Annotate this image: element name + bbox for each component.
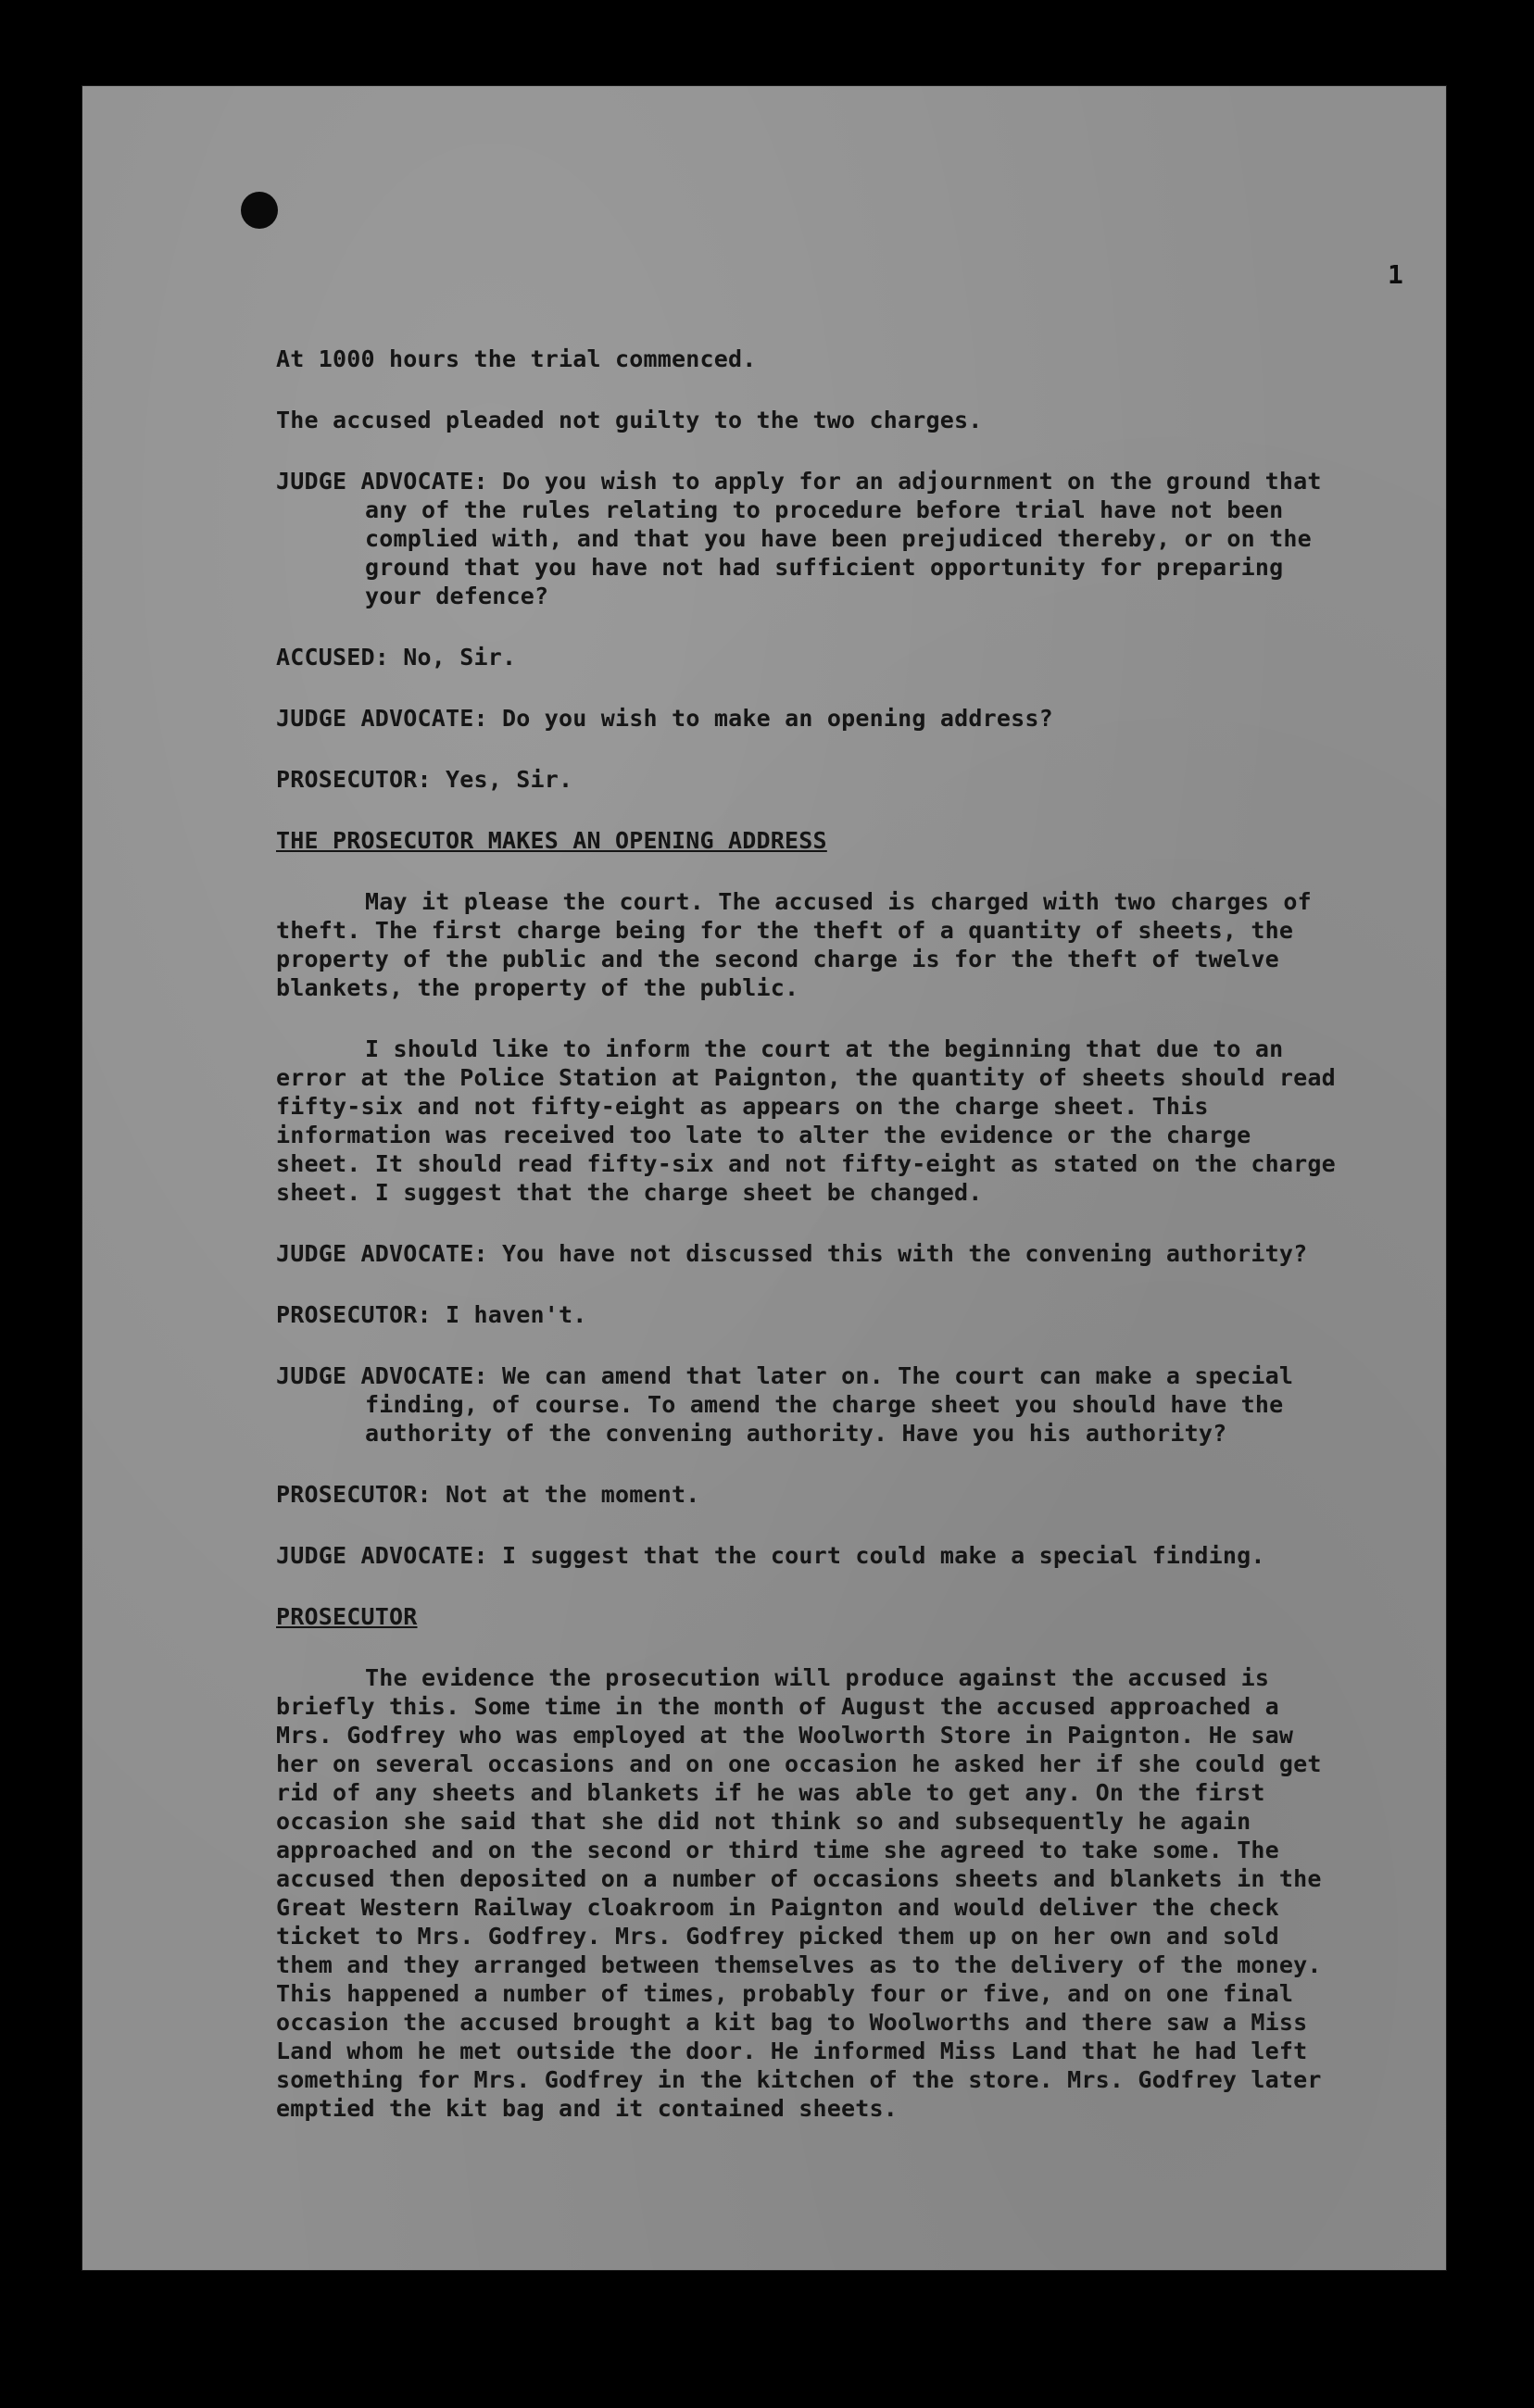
- page-number: 1: [1388, 259, 1403, 290]
- exchange-judge-adjournment: [276, 467, 1341, 610]
- speaker-label: PROSECUTOR:: [276, 1301, 432, 1328]
- punch-hole-mark: [241, 192, 278, 229]
- speech-text: I suggest that the court could make a special finding.: [502, 1542, 1265, 1569]
- speech-text: You have not discussed this with the convening authority?: [502, 1240, 1308, 1267]
- speaker-label: JUDGE ADVOCATE:: [276, 1240, 488, 1267]
- exchange-prosecutor-yes: [276, 765, 1341, 794]
- section-heading-prosecutor: PROSECUTOR: [276, 1603, 418, 1630]
- exchange-judge-special-finding: [276, 1541, 1341, 1570]
- speaker-label: JUDGE ADVOCATE:: [276, 468, 488, 495]
- exchange-accused-reply: [276, 643, 1341, 671]
- speaker-label: JUDGE ADVOCATE:: [276, 705, 488, 732]
- paragraph-charges: May it please the court. The accused is charged with two charges of theft. The first charge being for the theft of a quantity of sheets, the property of the public and the second charge is for the theft of twelve blankets, the property of the public.: [276, 888, 1312, 1001]
- speech-text: I haven't.: [446, 1301, 587, 1328]
- speech-text: Not at the moment.: [446, 1481, 700, 1508]
- paragraph-charge-correction: I should like to inform the court at the beginning that due to an error at the Police Station at Paignton, the quantity of sheets should read fifty-six and not fifty-eight as appears on the charge sheet. This information was received too late to alter the evidence or the charge sheet. It should read fifty-six and not fifty-eight as stated on the charge sheet. I suggest that the charge sheet be changed.: [276, 1035, 1336, 1206]
- exchange-judge-convening: [276, 1239, 1341, 1268]
- speech-text: No, Sir.: [403, 644, 517, 671]
- paragraph-trial-commenced: At 1000 hours the trial commenced.: [276, 345, 757, 372]
- speaker-label: JUDGE ADVOCATE:: [276, 1362, 488, 1389]
- speaker-label: JUDGE ADVOCATE:: [276, 1542, 488, 1569]
- speech-text: We can amend that later on. The court can make a special finding, of course. To amend the charge sheet you should have the authority of the convening authority. Have you his authority?: [365, 1362, 1294, 1447]
- exchange-prosecutor-not-moment: [276, 1480, 1341, 1509]
- paragraph-evidence-summary: The evidence the prosecution will produce against the accused is briefly this. Some time in the month of August the accused approached a Mrs. Godfrey who was employed at the Woolworth Store in Paignton. He saw her on several occasions and on one occasion he asked her if she could get rid of any sheets and blankets if he was able to get any. On the first occasion she said that she did not think so and subsequently he again approached and on the second or third time she agreed to take some. The accused then deposited on a number of occasions sheets and blankets in the Great Western Railway cloakroom in Paignton and would deliver the check ticket to Mrs. Godfrey. Mrs. Godfrey picked them up on her own and sold them and they arranged between themselves as to the delivery of the money. This happened a number of times, probably four or five, and on one final occasion the accused brought a kit bag to Woolworths and there saw a Miss Land whom he met outside the door. He informed Miss Land that he had left something for Mrs. Godfrey in the kitchen of the store. Mrs. Godfrey later emptied the kit bag and it contained sheets.: [276, 1664, 1322, 2122]
- exchange-judge-opening: [276, 704, 1341, 733]
- speaker-label: PROSECUTOR:: [276, 1481, 432, 1508]
- transcript-body: [276, 345, 1341, 2155]
- speaker-label: ACCUSED:: [276, 644, 390, 671]
- speech-text: Yes, Sir.: [446, 766, 573, 793]
- speaker-label: PROSECUTOR:: [276, 766, 432, 793]
- paragraph-plea: The accused pleaded not guilty to the two charges.: [276, 407, 983, 433]
- exchange-judge-amend: [276, 1361, 1341, 1448]
- section-heading-opening-address: THE PROSECUTOR MAKES AN OPENING ADDRESS: [276, 827, 827, 854]
- speech-text: Do you wish to apply for an adjournment on the ground that any of the rules relating to procedure before trial have not been complied with, and that you have been prejudiced thereby, or on the ground that you have not had sufficient opportunity for preparing your defence?: [365, 468, 1322, 609]
- speech-text: Do you wish to make an opening address?: [502, 705, 1053, 732]
- exchange-prosecutor-havent: [276, 1300, 1341, 1329]
